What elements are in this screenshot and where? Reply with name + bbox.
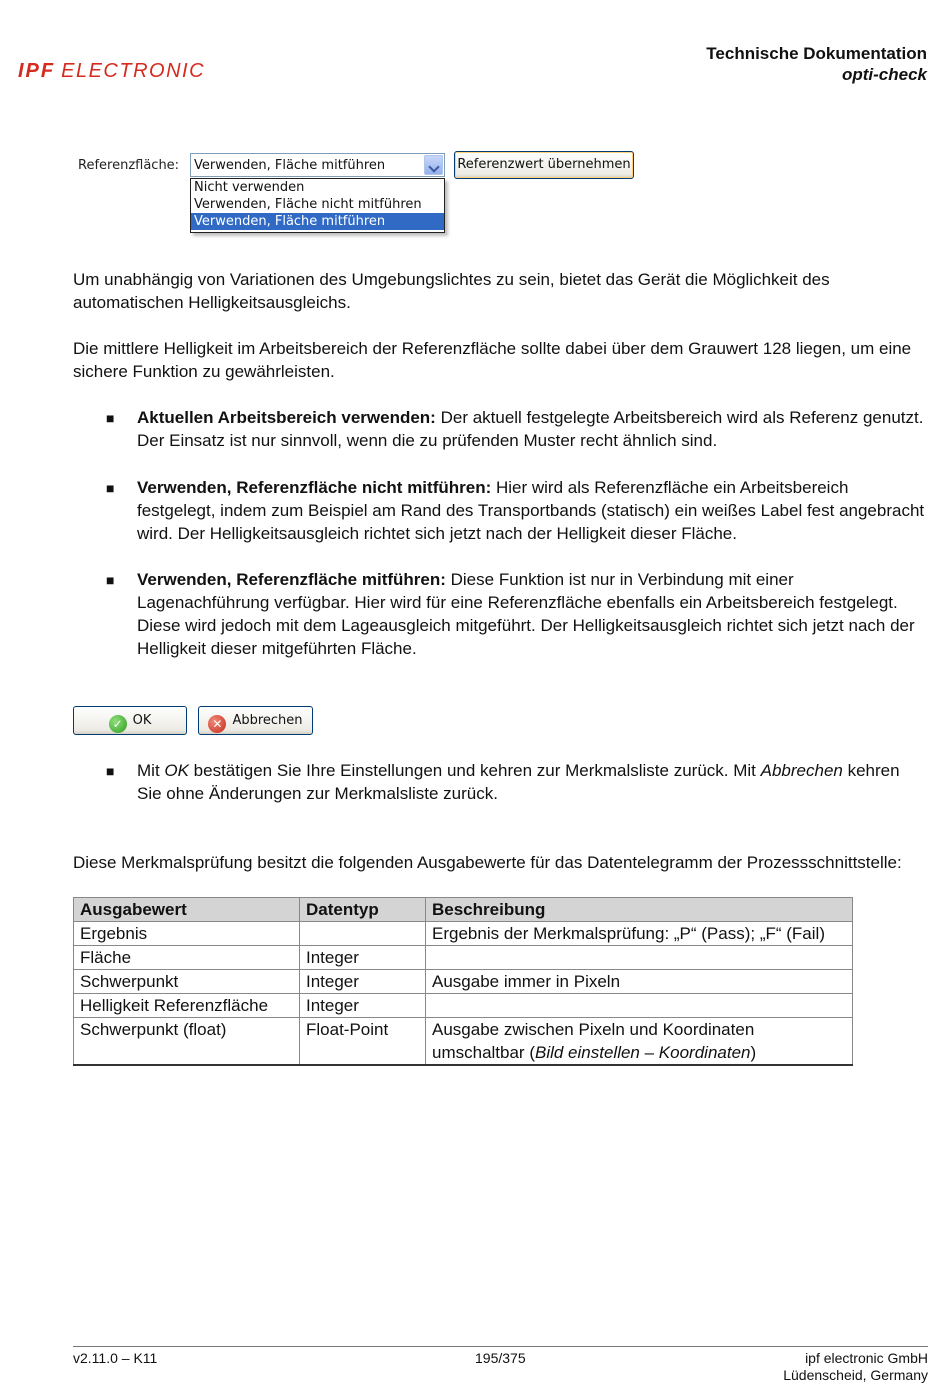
table-cell: Schwerpunkt (float) [74, 1018, 300, 1066]
column-header: Beschreibung [426, 898, 853, 922]
desc-text: Ausgabe zwischen Pixeln und Koordinaten umschaltbar ( [432, 1020, 755, 1062]
confirm-text: kehren Sie ohne Änderungen zur Merkmalsliste zurück. [137, 761, 900, 803]
confirm-text: Mit [137, 761, 165, 780]
footer-version: v2.11.0 – K11 [73, 1350, 158, 1366]
confirm-bullet [137, 759, 927, 805]
table-cell [300, 922, 426, 946]
company-name: ipf electronic GmbH [805, 1350, 928, 1366]
table-row [74, 946, 853, 970]
cancel-button[interactable] [198, 706, 313, 735]
output-intro: Diese Merkmalsprüfung besitzt die folgenden Ausgabewerte für das Datentelegramm der Prozessschnittstelle: [73, 853, 902, 872]
table-cell: Ergebnis der Merkmalsprüfung: „P“ (Pass); „F“ (Fail) [426, 922, 853, 946]
logo-brand: IPF [18, 60, 56, 82]
desc-term: Koordinaten [658, 1043, 751, 1062]
bullet-item-1 [137, 406, 927, 452]
bullet-icon: ■ [106, 480, 115, 496]
bullet-term: Aktuellen Arbeitsbereich verwenden: [137, 408, 436, 427]
table-cell [426, 994, 853, 1018]
table-cell [426, 946, 853, 970]
check-icon: ✓ [109, 715, 127, 733]
table-cell: Integer [300, 946, 426, 970]
chevron-down-icon[interactable] [424, 155, 443, 175]
select-value: Verwenden, Fläche mitführen [194, 158, 386, 173]
confirm-cancel-term: Abbrechen [760, 761, 843, 780]
bullet-icon: ■ [106, 410, 115, 426]
desc-text: ) [750, 1043, 757, 1062]
bullet-icon: ■ [106, 572, 115, 588]
option-flaeche-mitfuehren[interactable]: Verwenden, Fläche mitführen [191, 213, 444, 230]
confirm-ok-term: OK [164, 761, 189, 780]
bullet-text: Der aktuell festgelegte Arbeitsbereich wird als Referenz genutzt. Der Einsatz ist nur sinnvoll, wenn die zu prüfenden Muster recht ähnlich sind. [137, 408, 924, 450]
table-header-row [74, 898, 853, 922]
company-location: Lüdenscheid, Germany [783, 1367, 928, 1383]
column-header: Ausgabewert [74, 898, 300, 922]
table-cell: Schwerpunkt [74, 970, 300, 994]
reference-area-screenshot [76, 150, 641, 236]
company-logo [18, 60, 205, 83]
doc-subtitle: opti-check [841, 65, 927, 84]
table-cell: Fläche [74, 946, 300, 970]
intro-paragraph-2: Die mittlere Helligkeit im Arbeitsbereich der Referenzfläche sollte dabei über dem Grauwert 128 liegen, um eine sichere Funktion zu gewährleisten. [73, 339, 912, 381]
column-header: Datentyp [300, 898, 426, 922]
table-cell: Ergebnis [74, 922, 300, 946]
close-icon: ✕ [208, 715, 226, 733]
bullet-text: Diese Funktion ist nur in Verbindung mit einer Lagenachführung verfügbar. Hier wird für eine Referenzfläche ebenfalls ein Arbeitsbereich festgelegt. Diese wird jedoch mit dem Lageausgleich mitgeführt. Der Helligkeitsausgleich richtet sich jetzt nach der Helligkeit dieser mitgeführten Fläche. [137, 570, 915, 658]
table-row [74, 922, 853, 946]
bullet-text: Hier wird als Referenzfläche ein Arbeitsbereich festgelegt, indem zum Beispiel am Rand des Transportbands (statisch) ein weißes Label fest angebracht wird. Der Helligkeitsausgleich richtet sich jetzt nach der Helligkeit dieser Fläche. [137, 478, 925, 543]
table-cell: Ausgabe immer in Pixeln [426, 970, 853, 994]
table-row [74, 994, 853, 1018]
table-row [74, 970, 853, 994]
table-cell: Helligkeit Referenzfläche [74, 994, 300, 1018]
output-values-table [73, 897, 853, 1066]
reference-area-label: Referenzfläche: [78, 158, 180, 173]
document-header [706, 43, 927, 85]
cancel-label: Abbrechen [232, 713, 303, 728]
desc-text: – [639, 1043, 659, 1062]
reference-area-options [190, 178, 445, 233]
bullet-term: Verwenden, Referenzfläche mitführen: [137, 570, 446, 589]
table-cell: Integer [300, 970, 426, 994]
footer-divider [73, 1346, 928, 1347]
bullet-item-3 [137, 568, 927, 660]
table-row [74, 1018, 853, 1066]
apply-reference-button[interactable]: Referenzwert übernehmen [454, 151, 634, 179]
table-cell [426, 1018, 853, 1066]
ok-label: OK [132, 713, 152, 728]
reference-area-select[interactable] [190, 153, 445, 177]
bullet-item-2 [137, 476, 927, 545]
option-flaeche-nicht-mitfuehren[interactable]: Verwenden, Fläche nicht mitführen [194, 197, 422, 212]
table-cell: Float-Point [300, 1018, 426, 1066]
bullet-icon: ■ [106, 763, 115, 779]
desc-term: Bild einstellen [534, 1043, 640, 1062]
footer-company [783, 1350, 928, 1384]
table-cell: Integer [300, 994, 426, 1018]
doc-title: Technische Dokumentation [706, 44, 927, 63]
option-nicht-verwenden[interactable]: Nicht verwenden [194, 180, 305, 195]
ok-button[interactable] [73, 706, 187, 735]
footer-page-number: 195/375 [475, 1350, 526, 1366]
intro-paragraph-1: Um unabhängig von Variationen des Umgebungslichtes zu sein, bietet das Gerät die Möglichkeit des automatischen Helligkeitsausgleichs. [73, 270, 830, 312]
bullet-term: Verwenden, Referenzfläche nicht mitführen: [137, 478, 492, 497]
confirm-text: bestätigen Sie Ihre Einstellungen und kehren zur Merkmalsliste zurück. Mit [188, 761, 761, 780]
logo-name: ELECTRONIC [61, 60, 206, 82]
